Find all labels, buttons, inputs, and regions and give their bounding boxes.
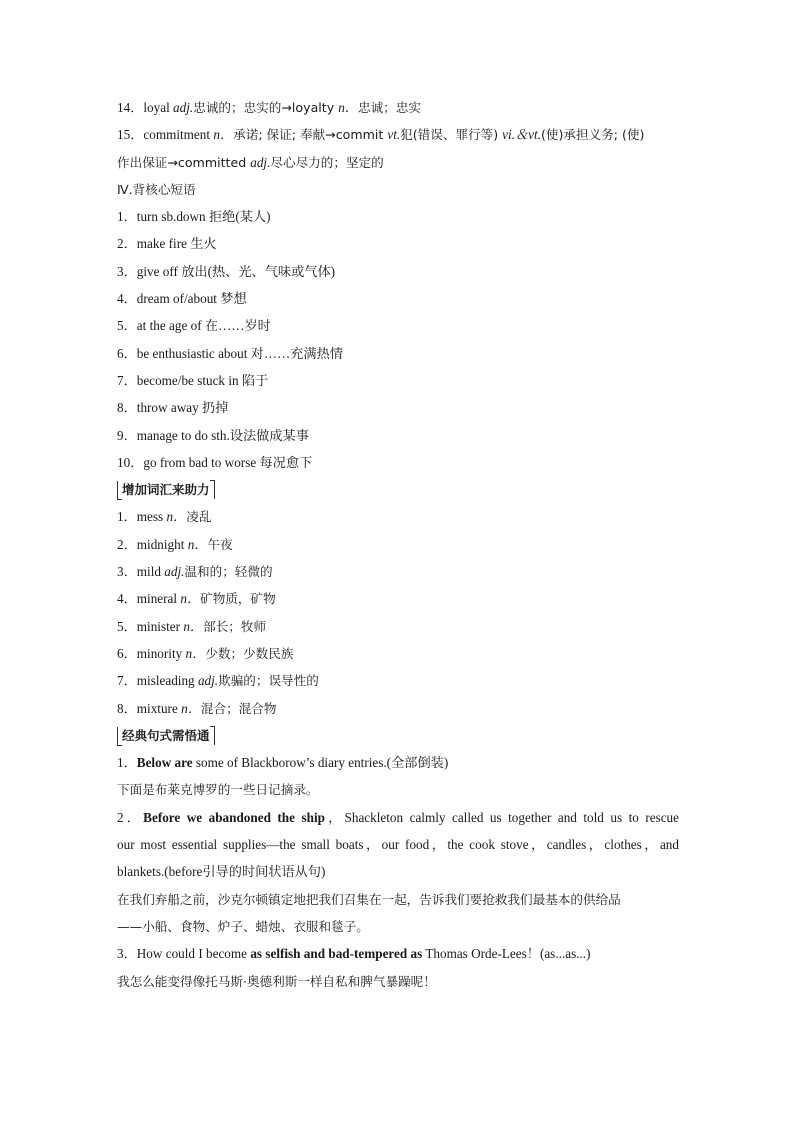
part-of-speech: n．	[183, 618, 204, 634]
item-number: 14．	[117, 100, 144, 115]
phrase-item: 6．be enthusiastic about 对……充满热情	[117, 345, 343, 361]
extra-vocab-item	[117, 585, 679, 612]
meaning: 欺骗的；误导性的	[218, 673, 319, 689]
phrase-item: 1．turn sb.down 拒绝(某人)	[117, 209, 271, 225]
sentence-3-en	[117, 940, 679, 967]
vocab-item-15	[117, 121, 679, 148]
meaning: 少数；少数民族	[205, 645, 294, 661]
extra-vocab-item	[117, 695, 679, 722]
phrase-item: 9．manage to do sth.设法做成某事	[117, 427, 309, 443]
part-of-speech: adj.	[250, 154, 271, 170]
item-number: 6．	[117, 645, 137, 661]
sentence-2-en-line3: blankets.(before引导的时间状语从句)	[117, 864, 326, 880]
item-number: 2．	[117, 809, 144, 825]
item-number: 15．	[117, 127, 144, 143]
phrases-heading: Ⅳ.背核心短语	[117, 181, 196, 197]
word: minister	[136, 618, 184, 634]
section-header-sentences	[117, 722, 679, 749]
part-of-speech: adj.	[164, 564, 185, 580]
word: mineral	[136, 591, 181, 607]
item-number: 1．	[117, 509, 137, 525]
item-number: 5．	[117, 618, 137, 634]
part-of-speech: n．	[213, 127, 234, 143]
word: minority	[136, 645, 186, 661]
part-of-speech: n．	[180, 591, 201, 607]
meaning: 尽心尽力的；坚定的	[270, 154, 384, 170]
meaning: 作出保证→committed	[117, 154, 251, 170]
sentence-2-en-line2: our most essential supplies—the small boats，our food，the cook stove，candles，clothes，and	[117, 837, 679, 853]
phrase-item: 3．give off 放出(热、光、气味或气体)	[117, 263, 336, 279]
part-of-speech: n．	[187, 536, 208, 552]
meaning: 部长；牧师	[203, 618, 267, 634]
item-number: 8．	[117, 700, 137, 716]
sentence-1-cn: 下面是布莱克博罗的一些日记摘录。	[117, 782, 319, 798]
extra-vocab-item	[117, 558, 679, 585]
vocab-item-14	[117, 94, 679, 121]
sentence-text: How could I become	[136, 946, 251, 962]
phrase-item: 5．at the age of 在……岁时	[117, 318, 271, 334]
item-number: 2．	[117, 536, 137, 552]
part-of-speech: n．	[185, 645, 206, 661]
meaning: 温和的；轻微的	[184, 564, 273, 580]
part-of-speech: adj.	[173, 100, 194, 115]
word: mild	[136, 564, 165, 580]
word: loyal	[143, 100, 174, 115]
key-structure: Below are	[136, 755, 193, 771]
extra-vocab-item	[117, 640, 679, 667]
item-number: 1．	[117, 755, 137, 771]
meaning: 午夜	[207, 536, 233, 552]
sentence-1-en	[117, 749, 679, 776]
phrase-item: 2．make fire 生火	[117, 236, 217, 252]
phrase-item: 8．throw away 扔掉	[117, 400, 229, 416]
page-content	[117, 94, 679, 995]
section-tag: 经典句式需悟通	[117, 726, 215, 746]
meaning: 忠诚；忠实	[357, 100, 421, 115]
part-of-speech: vt.	[387, 127, 401, 143]
part-of-speech: n．	[181, 700, 201, 716]
sentence-3-cn: 我怎么能变得像托马斯·奥德利斯一样自私和脾气暴躁呢！	[117, 973, 436, 989]
section-header-vocab	[117, 476, 679, 503]
extra-vocab-item	[117, 667, 679, 694]
extra-vocab-item	[117, 531, 679, 558]
meaning: 犯(错误、罪行等)	[400, 127, 503, 143]
key-structure: Before we abandoned the ship	[143, 809, 325, 825]
meaning: 矿物质，矿物	[200, 591, 276, 607]
sentence-2-en-line1	[117, 804, 679, 831]
part-of-speech: n．	[166, 509, 187, 525]
meaning: 忠诚的；忠实的→loyalty	[193, 100, 339, 115]
sentence-text: Thomas Orde-Lees！(as...as...)	[422, 946, 591, 962]
item-number: 7．	[117, 673, 137, 689]
sentence-text: ，Shackleton calmly called us together and told us to rescue	[324, 809, 679, 825]
word: commitment	[143, 127, 214, 143]
sentence-2-cn-line2: ——小船、食物、炉子、蜡烛、衣服和毯子。	[117, 918, 369, 934]
meaning: (使)承担义务; (使)	[541, 127, 645, 143]
phrase-item: 10．go from bad to worse 每况愈下	[117, 454, 313, 470]
meaning: 混合；混合物	[200, 700, 277, 716]
item-number: 3．	[117, 564, 137, 580]
phrase-item: 7．become/be stuck in 陷于	[117, 372, 269, 388]
extra-vocab-item	[117, 613, 679, 640]
part-of-speech: adj.	[197, 673, 219, 689]
section-tag: 增加词汇来助力	[117, 480, 215, 500]
phrase-item: 4．dream of/about 梦想	[117, 291, 247, 307]
word: misleading	[136, 673, 198, 689]
item-number: 4．	[117, 591, 137, 607]
part-of-speech: vi.＆vt.	[502, 127, 541, 143]
word: mixture	[136, 700, 182, 716]
meaning: 承诺; 保证; 奉献→commit	[233, 127, 388, 143]
meaning: 凌乱	[186, 509, 212, 525]
item-number: 3．	[117, 946, 137, 962]
vocab-item-15-continued	[117, 149, 679, 176]
key-structure: as selfish and bad-tempered as	[250, 946, 423, 962]
extra-vocab-item	[117, 503, 679, 530]
sentence-text: some of Blackborow’s diary entries.(全部倒装)	[192, 755, 449, 771]
word: mess	[136, 509, 167, 525]
part-of-speech: n．	[338, 100, 358, 115]
word: midnight	[136, 536, 188, 552]
sentence-2-cn-line1: 在我们弃船之前，沙克尔顿镇定地把我们召集在一起，告诉我们要抢救我们最基本的供给品	[117, 891, 621, 907]
